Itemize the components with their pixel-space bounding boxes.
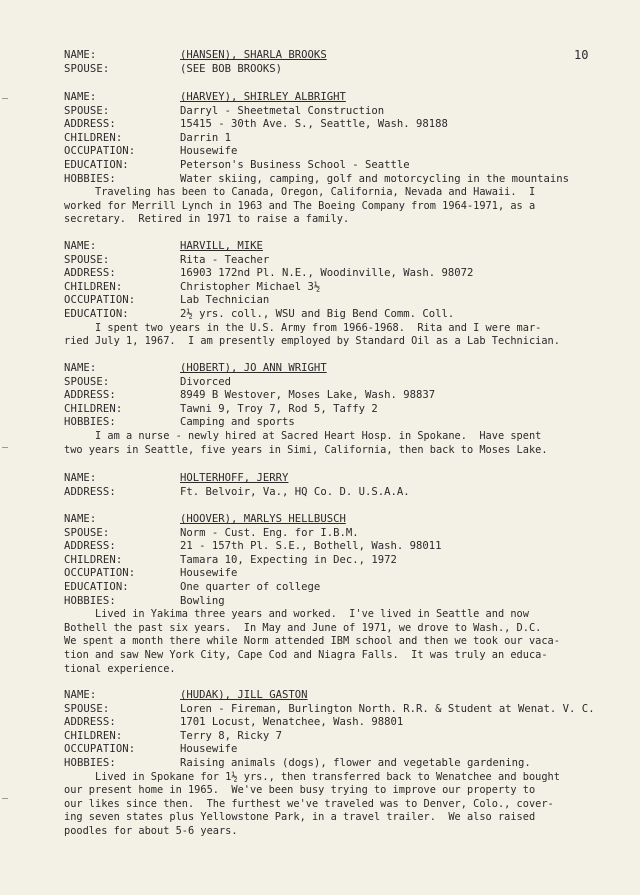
entry-row (64, 308, 624, 322)
punch-mark (2, 798, 8, 799)
entry-row (64, 91, 624, 105)
entry-row (64, 389, 624, 403)
entry-row (64, 540, 624, 554)
field-value: Christopher Michael 3½ (180, 280, 321, 293)
field-label: SPOUSE: (64, 702, 110, 715)
entry-row (64, 118, 624, 132)
person-name: (HOBERT), JO ANN WRIGHT (180, 362, 327, 374)
field-label: SPOUSE: (64, 526, 110, 539)
field-value: Loren - Fireman, Burlington North. R.R. & Student at Wenat. V. C. (180, 702, 595, 715)
field-value: 16903 172nd Pl. N.E., Woodinville, Wash. 98072 (180, 267, 474, 280)
field-label: NAME: (64, 472, 97, 484)
field-value: (SEE BOB BROOKS) (180, 62, 283, 75)
paragraph-line: ried July 1, 1967. I am presently employed by Standard Oil as a Lab Technician. (64, 335, 560, 348)
entry-paragraph (64, 430, 624, 457)
paragraph-line: tion and saw New York City, Cape Cod and Niagra Falls. It was truly an educa- (64, 648, 548, 661)
field-label: HOBBIES: (64, 594, 116, 607)
field-value: Darrin 1 (180, 131, 232, 144)
field-label: NAME: (64, 689, 97, 701)
entry-row (64, 416, 624, 430)
field-value: One quarter of college (180, 580, 321, 593)
entry-row (64, 376, 624, 390)
field-value: Rita - Teacher (180, 253, 270, 266)
field-value: Housewife (180, 145, 238, 158)
field-label: SPOUSE: (64, 253, 110, 266)
paragraph-line: two years in Seattle, five years in Simi, California, then back to Moses Lake. (64, 443, 548, 456)
person-name: (HUDAK), JILL GASTON (180, 689, 308, 701)
entry-row (64, 567, 624, 581)
field-label: NAME: (64, 91, 97, 103)
entry-row (64, 49, 624, 63)
paragraph-line: secretary. Retired in 1971 to raise a family. (64, 213, 350, 226)
paragraph-line: our present home in 1965. We've been busy trying to improve our property to (64, 784, 536, 797)
field-label: NAME: (64, 362, 97, 374)
paragraph-line: our likes since then. The furthest we've traveled was to Denver, Colo., cover- (64, 797, 554, 810)
entry-holterhoff (64, 472, 624, 499)
field-value: 1701 Locust, Wenatchee, Wash. 98801 (180, 716, 404, 729)
field-label: CHILDREN: (64, 131, 123, 144)
person-name: (HARVEY), SHIRLEY ALBRIGHT (180, 91, 346, 103)
paragraph-line: I spent two years in the U.S. Army from 1966-1968. Rita and I were mar- (64, 321, 542, 334)
entry-row (64, 581, 624, 595)
field-label: EDUCATION: (64, 580, 129, 593)
field-label: ADDRESS: (64, 389, 116, 402)
entry-row (64, 472, 624, 486)
field-value: Norm - Cust. Eng. for I.B.M. (180, 526, 359, 539)
field-label: ADDRESS: (64, 118, 116, 131)
field-label: HOBBIES: (64, 756, 116, 769)
field-label: NAME: (64, 240, 97, 252)
field-value: Raising animals (dogs), flower and vegetable gardening. (180, 756, 531, 769)
field-label: NAME: (64, 513, 97, 525)
entry-hansen (64, 49, 624, 76)
entry-row (64, 595, 624, 609)
entry-hobert (64, 362, 624, 457)
entry-hudak (64, 689, 624, 839)
paragraph-line: Bothell the past six years. In May and June of 1971, we drove to Wash., D.C. (64, 621, 542, 634)
entry-row (64, 716, 624, 730)
entry-row (64, 554, 624, 568)
field-label: EDUCATION: (64, 158, 129, 171)
field-value: Peterson's Business School - Seattle (180, 158, 410, 171)
person-name: (HANSEN), SHARLA BROOKS (180, 49, 327, 61)
paragraph-line: worked for Merrill Lynch in 1963 and The Boeing Company from 1964-1971, as a (64, 199, 536, 212)
punch-mark (2, 98, 8, 99)
field-value: Terry 8, Ricky 7 (180, 729, 283, 742)
entry-row (64, 267, 624, 281)
entry-row (64, 105, 624, 119)
field-label: CHILDREN: (64, 553, 123, 566)
paragraph-line: Lived in Yakima three years and worked. I've lived in Seattle and now (64, 608, 529, 621)
entry-row (64, 403, 624, 417)
person-name: (HOOVER), MARLYS HELLBUSCH (180, 513, 346, 525)
field-value: Bowling (180, 594, 225, 607)
field-value: Ft. Belvoir, Va., HQ Co. D. U.S.A.A. (180, 485, 410, 498)
entry-row (64, 132, 624, 146)
field-label: SPOUSE: (64, 62, 110, 75)
entry-harvey (64, 91, 624, 227)
paragraph-line: I am a nurse - newly hired at Sacred Heart Hosp. in Spokane. Have spent (64, 429, 542, 442)
field-label: OCCUPATION: (64, 145, 136, 158)
field-value: Tamara 10, Expecting in Dec., 1972 (180, 553, 397, 566)
entry-row (64, 757, 624, 771)
entry-row (64, 281, 624, 295)
field-label: CHILDREN: (64, 729, 123, 742)
punch-mark (2, 447, 8, 448)
entry-row (64, 254, 624, 268)
field-value: Camping and sports (180, 416, 295, 429)
entry-paragraph (64, 608, 624, 676)
field-value: Darryl - Sheetmetal Construction (180, 104, 385, 117)
paragraph-line: Traveling has been to Canada, Oregon, California, Nevada and Hawaii. I (64, 186, 536, 199)
field-label: CHILDREN: (64, 280, 123, 293)
entry-row (64, 63, 624, 77)
field-label: ADDRESS: (64, 716, 116, 729)
entry-row (64, 513, 624, 527)
field-label: ADDRESS: (64, 267, 116, 280)
field-label: ADDRESS: (64, 485, 116, 498)
entry-row (64, 527, 624, 541)
field-value: 21 - 157th Pl. S.E., Bothell, Wash. 98011 (180, 540, 442, 553)
entry-paragraph (64, 186, 624, 227)
paragraph-line: tional experience. (64, 662, 176, 675)
field-label: SPOUSE: (64, 104, 110, 117)
person-name: HOLTERHOFF, JERRY (180, 472, 289, 484)
field-value: Water skiing, camping, golf and motorcycling in the mountains (180, 172, 570, 185)
entry-row (64, 689, 624, 703)
field-value: 8949 B Westover, Moses Lake, Wash. 98837 (180, 389, 436, 402)
entry-row (64, 294, 624, 308)
page-number: 10 (574, 48, 589, 62)
entry-row (64, 703, 624, 717)
field-label: HOBBIES: (64, 416, 116, 429)
entry-row (64, 173, 624, 187)
entry-hoover (64, 513, 624, 676)
field-value: Tawni 9, Troy 7, Rod 5, Taffy 2 (180, 402, 378, 415)
field-label: CHILDREN: (64, 402, 123, 415)
paragraph-line: poodles for about 5-6 years. (64, 824, 238, 837)
field-label: SPOUSE: (64, 375, 110, 388)
field-label: OCCUPATION: (64, 567, 136, 580)
entry-paragraph (64, 771, 624, 839)
entry-row (64, 240, 624, 254)
entry-paragraph (64, 322, 624, 349)
field-value: 15415 - 30th Ave. S., Seattle, Wash. 98188 (180, 118, 448, 131)
field-value: 2½ yrs. coll., WSU and Big Bend Comm. Coll. (180, 307, 455, 320)
field-value: Divorced (180, 375, 232, 388)
entry-row (64, 486, 624, 500)
field-label: OCCUPATION: (64, 294, 136, 307)
field-label: HOBBIES: (64, 172, 116, 185)
field-value: Lab Technician (180, 294, 270, 307)
field-label: EDUCATION: (64, 307, 129, 320)
entry-row (64, 730, 624, 744)
person-name: HARVILL, MIKE (180, 240, 263, 252)
field-label: OCCUPATION: (64, 743, 136, 756)
entry-row (64, 362, 624, 376)
field-label: ADDRESS: (64, 540, 116, 553)
paragraph-line: We spent a month there while Norm attended IBM school and then we took our vaca- (64, 635, 560, 648)
entry-harvill (64, 240, 624, 349)
field-value: Housewife (180, 743, 238, 756)
entry-row (64, 145, 624, 159)
paragraph-line: Lived in Spokane for 1½ yrs., then transferred back to Wenatchee and bought (64, 770, 560, 783)
entry-row (64, 159, 624, 173)
paragraph-line: ing seven states plus Yellowstone Park, in a travel trailer. We also raised (64, 811, 536, 824)
entry-row (64, 743, 624, 757)
field-value: Housewife (180, 567, 238, 580)
field-label: NAME: (64, 49, 97, 61)
